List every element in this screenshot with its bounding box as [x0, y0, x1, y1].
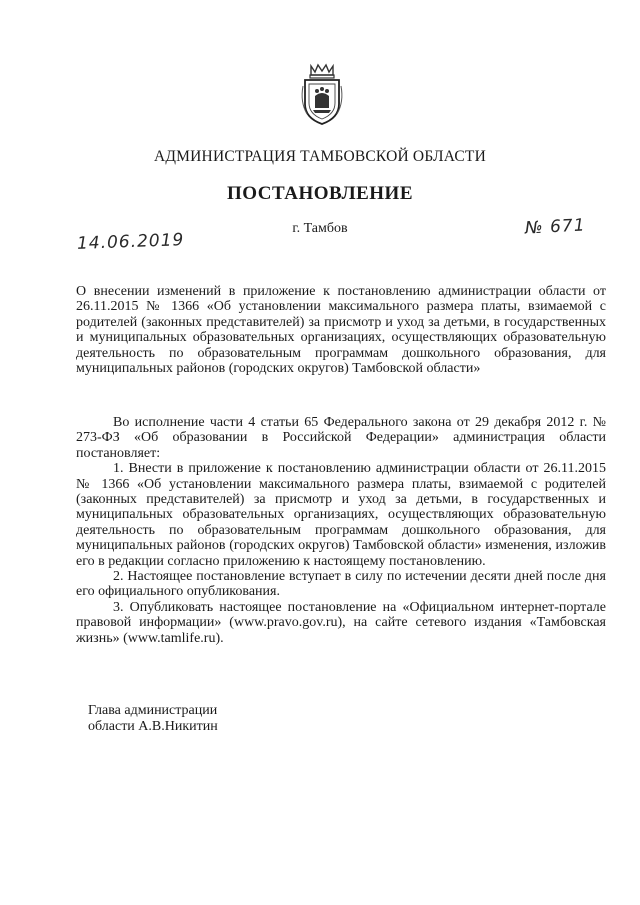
- item-paragraph-2: 2. Настоящее постановление вступает в силу по истечении десяти дней после дня его официального опубликования.: [76, 569, 606, 600]
- handwritten-number: № 671: [524, 215, 587, 239]
- organization-name: АДМИНИСТРАЦИЯ ТАМБОВСКОЙ ОБЛАСТИ: [154, 148, 486, 165]
- signature-block: [88, 703, 218, 735]
- document-body: [76, 415, 606, 646]
- preamble-paragraph: Во исполнение части 4 статьи 65 Федерального закона от 29 декабря 2012 г. № 273-ФЗ «Об образовании в Российской Федерации» администрация области постановляет:: [76, 415, 606, 461]
- city-label: г. Тамбов: [292, 221, 348, 236]
- signature-name: области А.В.Никитин: [88, 719, 218, 734]
- handwritten-date: 14.06.2019: [76, 230, 185, 254]
- item-paragraph-3: 3. Опубликовать настоящее постановление на «Официальном интернет-портале правовой информации» (www.pravo.gov.ru), на сайте сетевого издания «Тамбовская жизнь» (www.tamlife.ru).: [76, 599, 606, 646]
- coat-of-arms-icon: [297, 62, 347, 126]
- document-title: О внесении изменений в приложение к постановлению администрации области от 26.11.2015 № 1366 «Об установлении максимального размера платы, взимаемой с родителей (законных представителей) за присмотр и уход за детьми, в государственных и муниципальных образовательных организациях, осуществляющих образовательную деятельность по образовательным программам дошкольного образования, для муниципальных районов (городских округов) Тамбовской области»: [76, 284, 606, 377]
- item-paragraph-1: 1. Внести в приложение к постановлению администрации области от 26.11.2015 № 1366 «Об установлении максимального размера платы, взимаемой с родителей (законных представителей) за присмотр и уход за детьми, в государственных и муниципальных образовательных организациях, осуществляющих образовательную деятельность по образовательным программам дошкольного образования, для муниципальных районов (городских округов) Тамбовской области» изменения, изложив его в редакции согласно приложению к настоящему постановлению.: [76, 461, 606, 569]
- document-type: ПОСТАНОВЛЕНИЕ: [226, 183, 414, 204]
- signature-position: Глава администрации: [88, 703, 218, 718]
